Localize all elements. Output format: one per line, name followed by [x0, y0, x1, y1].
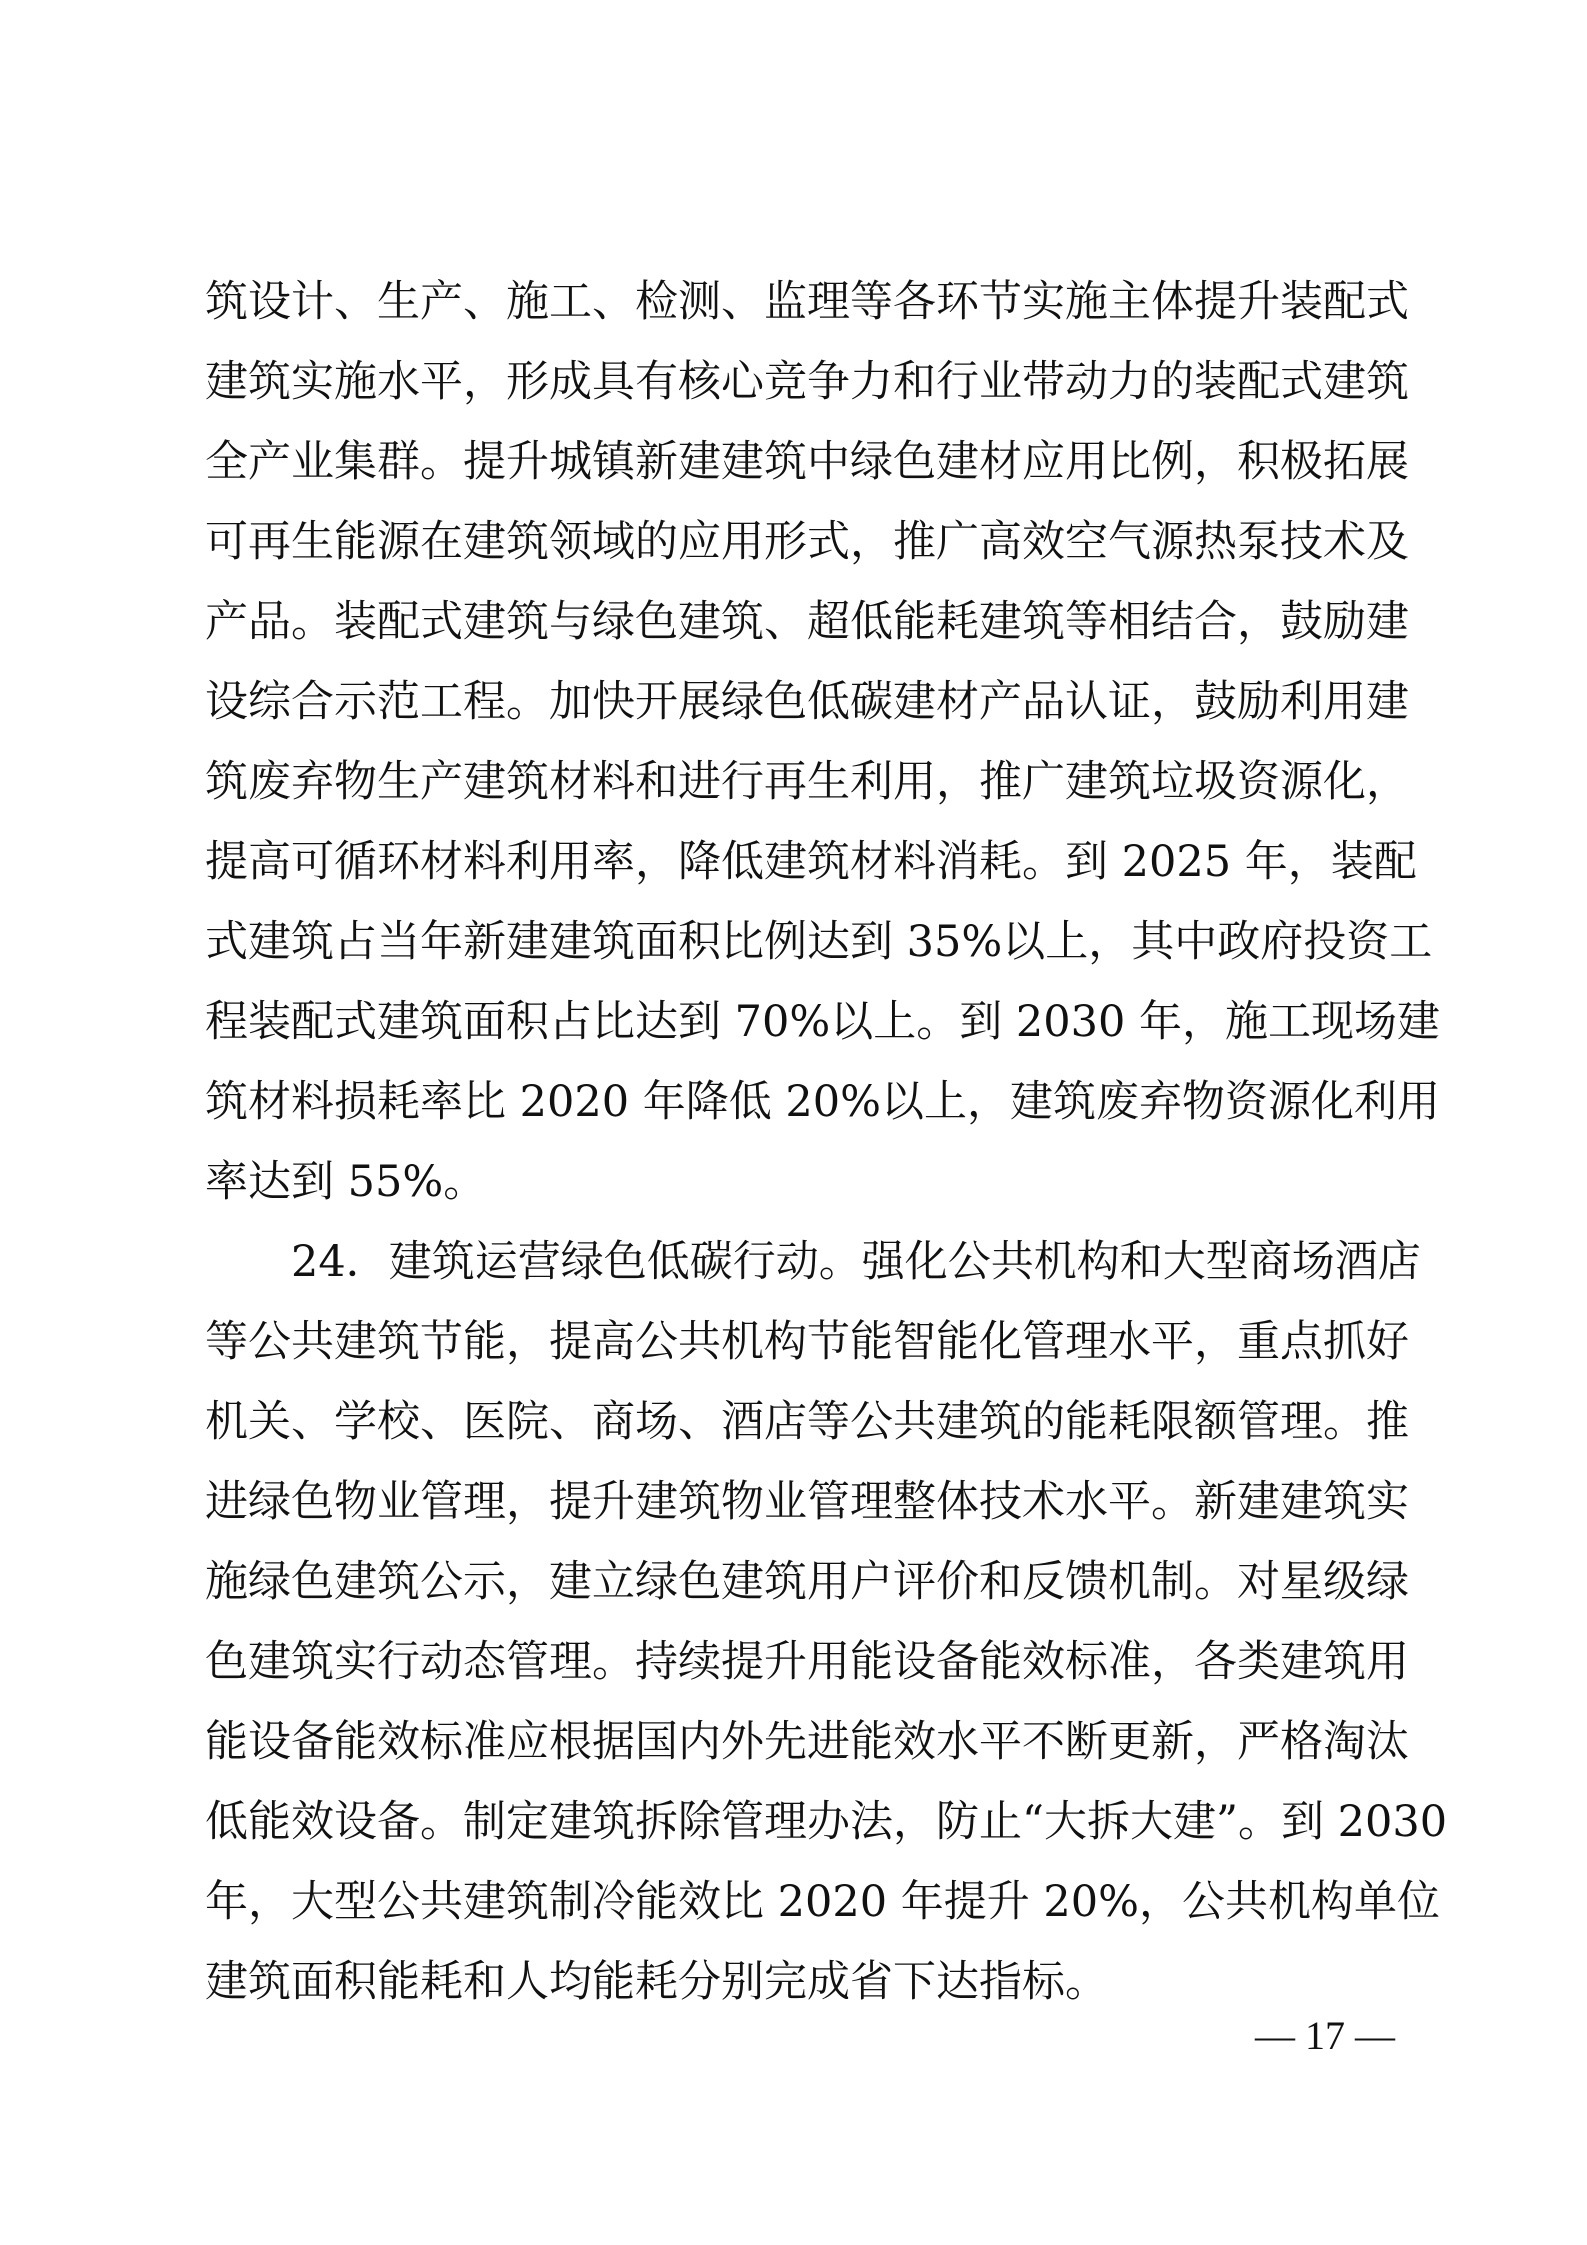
paragraph-line: 设综合示范工程。加快开展绿色低碳建材产品认证，鼓励利用建	[205, 677, 1409, 727]
paragraph-line: 筑材料损耗率比 2020 年降低 20%以上，建筑废弃物资源化利用	[205, 1077, 1441, 1127]
paragraph-line: 能设备能效标准应根据国内外先进能效水平不断更新，严格淘汰	[205, 1717, 1409, 1767]
paragraph-2	[205, 1222, 1448, 2022]
paragraph-line: 式建筑占当年新建建筑面积比例达到 35%以上，其中政府投资工	[205, 917, 1433, 967]
paragraph-line: 24．建筑运营绿色低碳行动。强化公共机构和大型商场酒店	[291, 1237, 1421, 1287]
paragraph-line: 筑废弃物生产建筑材料和进行再生利用，推广建筑垃圾资源化，	[205, 757, 1409, 807]
paragraph-line: 低能效设备。制定建筑拆除管理办法，防止“大拆大建”。到 2030	[205, 1797, 1448, 1847]
paragraph-line: 产品。装配式建筑与绿色建筑、超低能耗建筑等相结合，鼓励建	[205, 597, 1409, 647]
paragraph-line: 施绿色建筑公示，建立绿色建筑用户评价和反馈机制。对星级绿	[205, 1557, 1409, 1607]
paragraph-line: 筑设计、生产、施工、检测、监理等各环节实施主体提升装配式	[205, 277, 1409, 327]
paragraph-line: 率达到 55%。	[205, 1157, 487, 1207]
paragraph-line: 等公共建筑节能，提高公共机构节能智能化管理水平，重点抓好	[205, 1317, 1409, 1367]
paragraph-line: 程装配式建筑面积占比达到 70%以上。到 2030 年，施工现场建	[205, 997, 1441, 1047]
paragraph-line: 色建筑实行动态管理。持续提升用能设备能效标准，各类建筑用	[205, 1637, 1409, 1687]
paragraph-line: 全产业集群。提升城镇新建建筑中绿色建材应用比例，积极拓展	[205, 437, 1409, 487]
paragraph-1	[205, 262, 1441, 1222]
paragraph-line: 机关、学校、医院、商场、酒店等公共建筑的能耗限额管理。推	[205, 1397, 1409, 1447]
page-number: — 17 —	[1255, 2013, 1395, 2058]
paragraph-line: 年，大型公共建筑制冷能效比 2020 年提升 20%，公共机构单位	[205, 1877, 1441, 1927]
paragraph-line: 建筑实施水平，形成具有核心竞争力和行业带动力的装配式建筑	[205, 357, 1409, 407]
paragraph-line: 提高可循环材料利用率，降低建筑材料消耗。到 2025 年，装配	[205, 837, 1417, 887]
paragraph-line: 建筑面积能耗和人均能耗分别完成省下达指标。	[205, 1957, 1108, 2007]
body-text	[205, 262, 1448, 2022]
paragraph-line: 可再生能源在建筑领域的应用形式，推广高效空气源热泵技术及	[205, 517, 1409, 567]
paragraph-line: 进绿色物业管理，提升建筑物业管理整体技术水平。新建建筑实	[205, 1477, 1409, 1527]
